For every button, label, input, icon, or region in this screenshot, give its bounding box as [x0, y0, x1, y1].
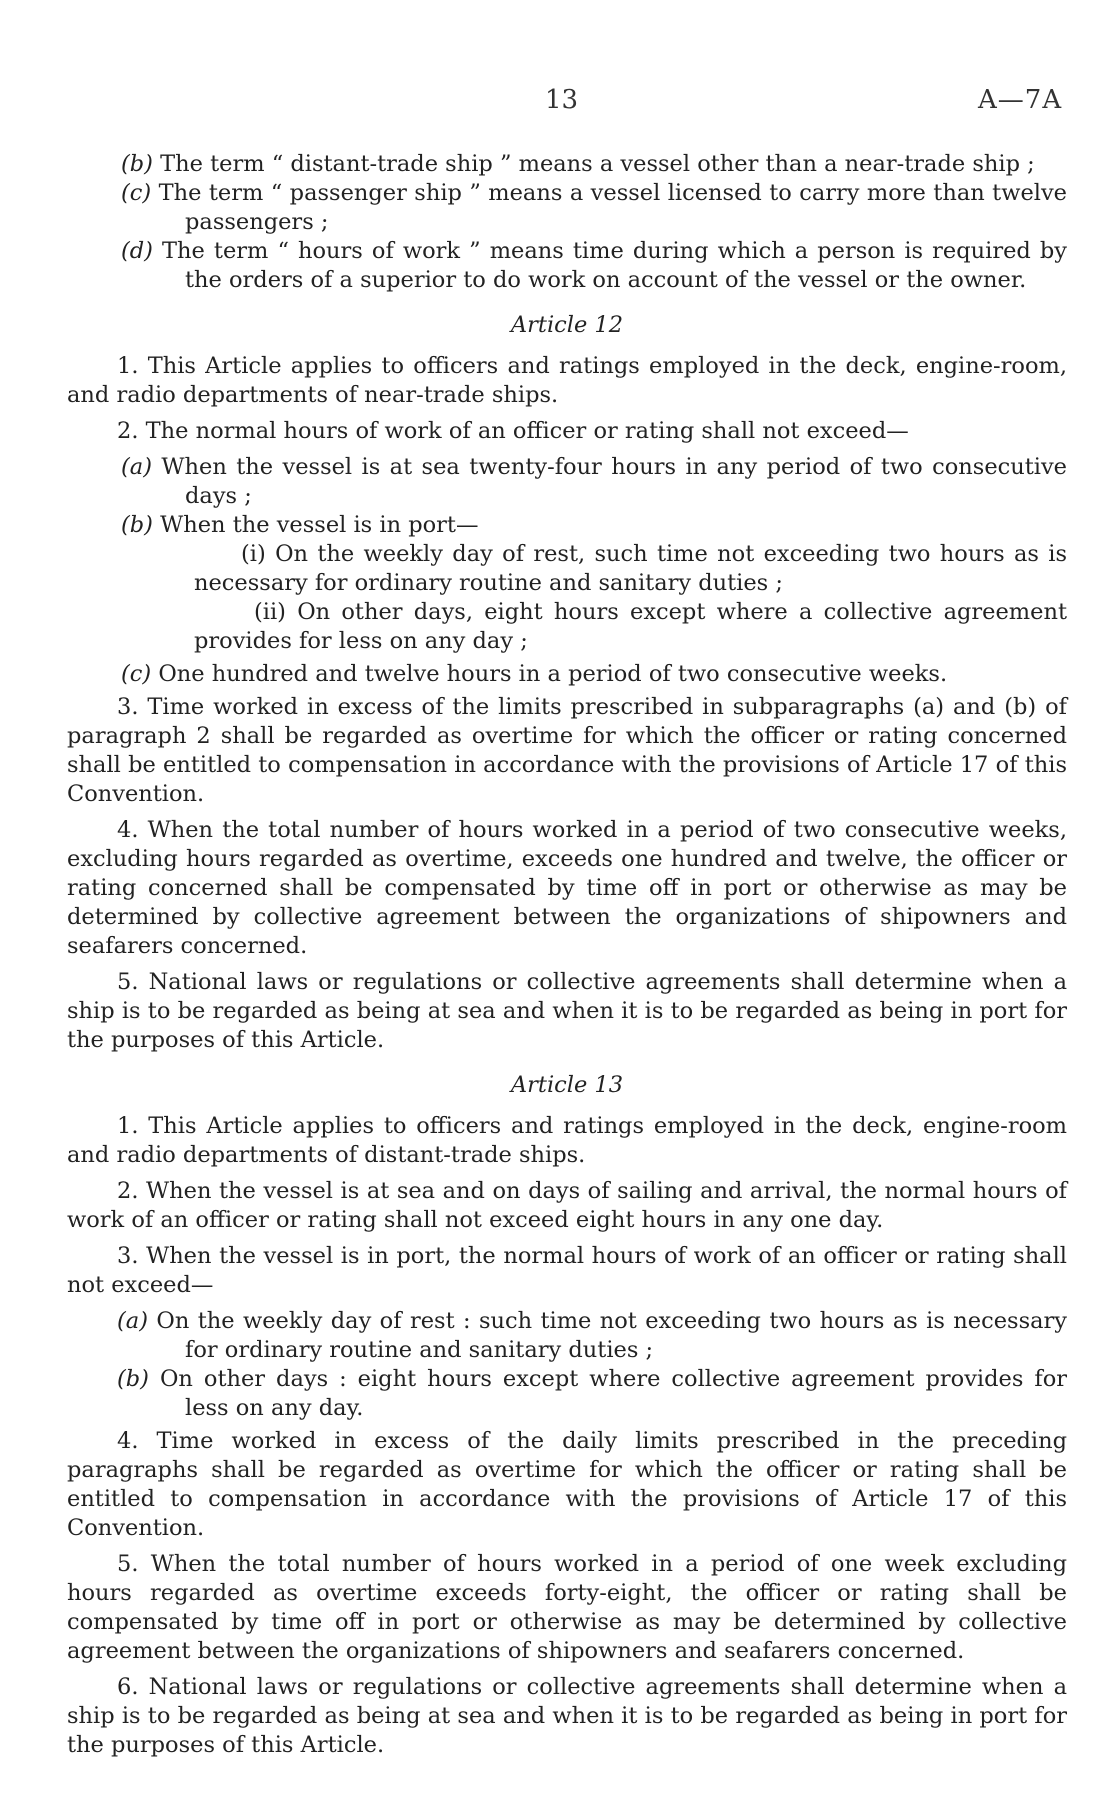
article-13-paragraph-6: 6. National laws or regulations or collective agreements shall determine when a ship is to be regarded as being at sea and when it is to be regarded as being in port for the purposes of this Article. [67, 1674, 1067, 1758]
page-body [67, 150, 1067, 1767]
definition-b: (b) The term “ distant-trade ship ” means a vessel other than a near-trade ship ; [121, 151, 1035, 177]
article-13-paragraph-2: 2. When the vessel is at sea and on days of sailing and arrival, the normal hours of work of an officer or rating shall not exceed eight hours in any one day. [67, 1178, 1067, 1233]
article-12-subitem-i: (i) On the weekly day of rest, such time not exceeding two hours as is necessary for ordinary routine and sanitary duties ; [194, 541, 1067, 596]
article-13-item-b: (b) On other days : eight hours except where collective agreement provides for less on any day. [117, 1366, 1068, 1421]
definition-c: (c) The term “ passenger ship ” means a vessel licensed to carry more than twelve passengers ; [121, 180, 1067, 235]
article-13-paragraph-4: 4. Time worked in excess of the daily limits prescribed in the preceding paragraphs shall be regarded as overtime for which the officer or rating shall be entitled to compensation in accordance with the provisions of Article 17 of this Convention. [67, 1428, 1067, 1541]
article-12-paragraph-3: 3. Time worked in excess of the limits prescribed in subparagraphs (a) and (b) of paragraph 2 shall be regarded as overtime for which the officer or rating concerned shall be entitled to compensation in accordance with the provisions of Article 17 of this Convention. [67, 694, 1067, 807]
page-number: 13 [545, 85, 579, 115]
article-12-paragraph-4: 4. When the total number of hours worked in a period of two consecutive weeks, excluding hours regarded as overtime, exceeds one hundred and twelve, the officer or rating concerned shall be compensated by time off in port or otherwise as may be determined by collective agreement between the organizations of shipowners and seafarers concerned. [67, 817, 1067, 959]
page-header [0, 86, 1114, 118]
article-12-paragraph-5: 5. National laws or regulations or collective agreements shall determine when a ship is to be regarded as being at sea and when it is to be regarded as being in port for the purposes of this Article. [67, 969, 1067, 1053]
article-13-heading: Article 13 [510, 1072, 624, 1098]
article-12-heading: Article 12 [510, 312, 624, 338]
article-13-paragraph-1: 1. This Article applies to officers and ratings employed in the deck, engine-room and radio departments of distant-trade ships. [67, 1113, 1067, 1168]
article-12-item-c: (c) One hundred and twelve hours in a period of two consecutive weeks. [121, 661, 948, 687]
document-reference: A—7A [978, 85, 1063, 115]
article-12-item-a: (a) When the vessel is at sea twenty-four hours in any period of two consecutive days ; [121, 454, 1067, 509]
article-12-paragraph-1: 1. This Article applies to officers and ratings employed in the deck, engine-room, and radio departments of near-trade ships. [67, 353, 1067, 408]
article-12-subitem-ii: (ii) On other days, eight hours except where a collective agreement provides for less on any day ; [194, 599, 1067, 654]
article-13-item-a: (a) On the weekly day of rest : such time not exceeding two hours as is necessary for ordinary routine and sanitary duties ; [117, 1308, 1067, 1363]
article-12-item-b: (b) When the vessel is in port— [121, 512, 479, 538]
article-12-paragraph-2: 2. The normal hours of work of an officer or rating shall not exceed— [117, 418, 909, 444]
article-13-paragraph-5: 5. When the total number of hours worked in a period of one week excluding hours regarded as overtime exceeds forty-eight, the officer or rating shall be compensated by time off in port or otherwise as may be determined by collective agreement between the organizations of shipowners and seafarers concerned. [67, 1551, 1067, 1664]
article-13-paragraph-3: 3. When the vessel is in port, the normal hours of work of an officer or rating shall not exceed— [67, 1243, 1067, 1298]
definition-d: (d) The term “ hours of work ” means time during which a person is required by the orders of a superior to do work on account of the vessel or the owner. [121, 238, 1067, 293]
